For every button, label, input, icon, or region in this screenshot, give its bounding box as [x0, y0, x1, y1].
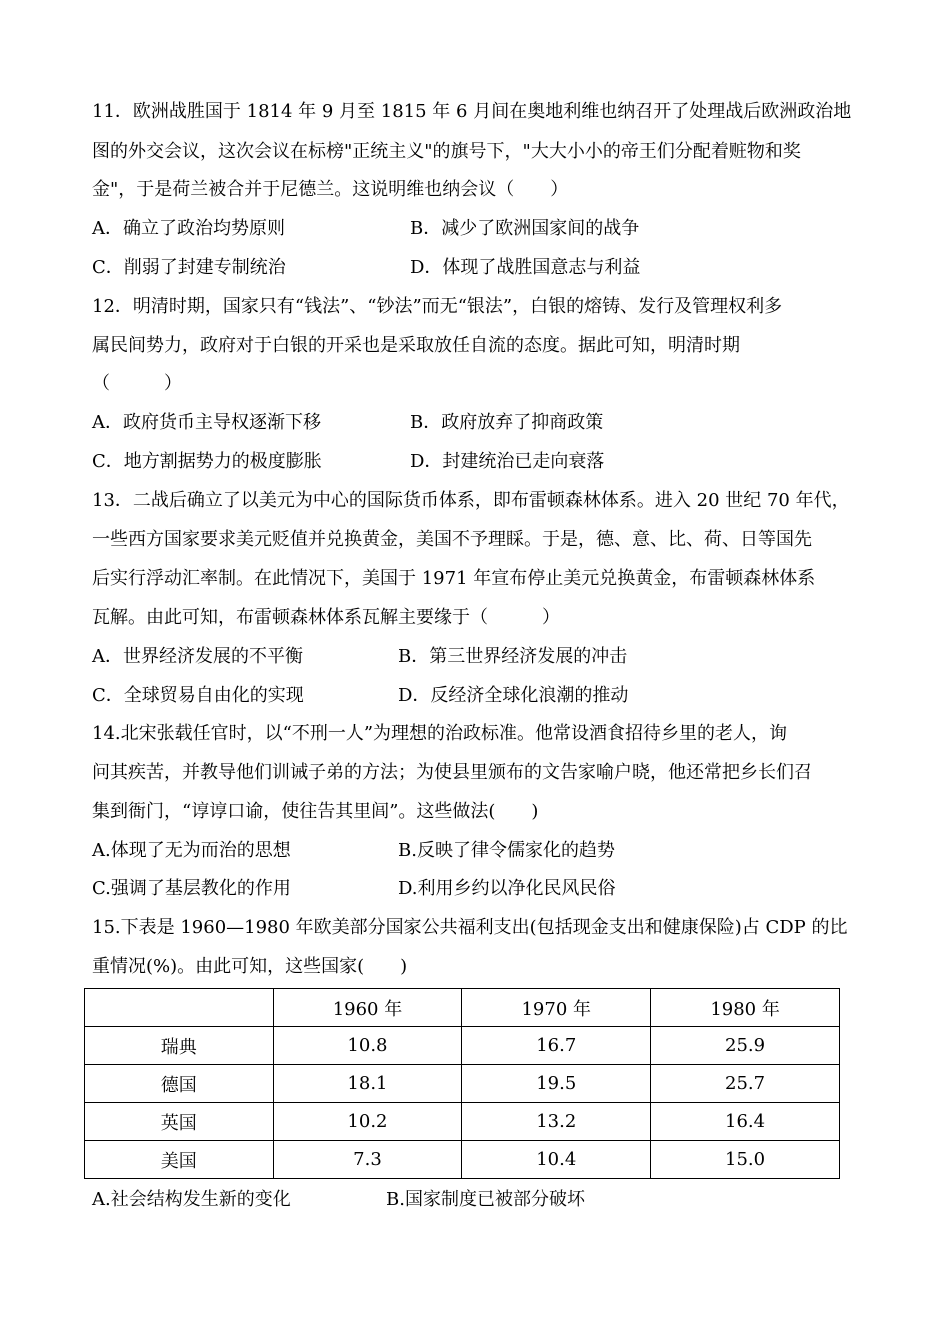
- table-cell: 16.4: [651, 1103, 840, 1141]
- q13-stem-line-3: 后实行浮动汇率制。在此情况下，美国于 1971 年宣布停止美元兑换黄金，布雷顿森林体系: [92, 568, 816, 589]
- q14-stem-line-2: 问其疾苦，并教导他们训诫子弟的方法；为使县里颁布的文告家喻户晓，他还常把乡长们召: [92, 762, 812, 783]
- q15-option-b: B.国家制度已被部分破坏: [386, 1189, 585, 1210]
- q12-stem-line-3: （ ）: [92, 373, 182, 394]
- table-row: [85, 1065, 840, 1103]
- q12-option-d: D．封建统治已走向衰落: [410, 451, 605, 472]
- table-row: [85, 1103, 840, 1141]
- table-header-cell: 1970 年: [462, 989, 651, 1027]
- q11-option-d: D．体现了战胜国意志与利益: [410, 257, 641, 278]
- q13-option-a: A．世界经济发展的不平衡: [92, 646, 303, 667]
- q11-option-a: A．确立了政治均势原则: [92, 218, 285, 239]
- table-cell: 25.9: [651, 1027, 840, 1065]
- table-cell: 10.4: [462, 1141, 651, 1179]
- table-cell: 25.7: [651, 1065, 840, 1103]
- q13-stem-line-4: 瓦解。由此可知，布雷顿森林体系瓦解主要缘于（ ）: [92, 607, 560, 628]
- q14-option-c: C.强调了基层教化的作用: [92, 878, 291, 899]
- q15-option-a: A.社会结构发生新的变化: [92, 1189, 291, 1210]
- table-cell: 10.2: [273, 1103, 462, 1141]
- table-cell: 英国: [85, 1103, 274, 1141]
- q11-stem-line-1: 11．欧洲战胜国于 1814 年 9 月至 1815 年 6 月间在奥地利维也纳召开了处理战后欧洲政治地: [92, 101, 852, 122]
- q11-stem-line-2: 图的外交会议，这次会议在标榜"正统主义"的旗号下，"大大小小的帝王们分配着赃物和奖: [92, 141, 801, 162]
- table-header-cell: 1980 年: [651, 989, 840, 1027]
- q13-option-b: B．第三世界经济发展的冲击: [398, 646, 628, 667]
- table-header-row: [85, 989, 840, 1027]
- table-cell: 美国: [85, 1141, 274, 1179]
- table-row: [85, 1141, 840, 1179]
- q12-stem-line-2: 属民间势力，政府对于白银的开采也是采取放任自流的态度。据此可知，明清时期: [92, 335, 740, 356]
- q13-stem-line-2: 一些西方国家要求美元贬值并兑换黄金，美国不予理睬。于是，德、意、比、荷、日等国先: [92, 529, 812, 550]
- table-header-cell: [85, 989, 274, 1027]
- q12-option-a: A．政府货币主导权逐渐下移: [92, 412, 321, 433]
- welfare-spending-table: [84, 988, 840, 1179]
- q15-stem-line-2: 重情况(%)。由此可知，这些国家( ): [92, 956, 408, 977]
- q14-option-a: A.体现了无为而治的思想: [92, 840, 291, 861]
- q14-stem-line-3: 集到衙门，“谆谆口谕，使往告其里闾”。这些做法( ): [92, 801, 539, 822]
- table-header-cell: 1960 年: [273, 989, 462, 1027]
- q11-option-b: B．减少了欧洲国家间的战争: [410, 218, 640, 239]
- table-cell: 13.2: [462, 1103, 651, 1141]
- q15-stem-line-1: 15.下表是 1960—1980 年欧美部分国家公共福利支出(包括现金支出和健康保险)占 CDP 的比: [92, 917, 848, 938]
- q11-option-c: C．削弱了封建专制统治: [92, 257, 286, 278]
- table-cell: 瑞典: [85, 1027, 274, 1065]
- q13-option-d: D．反经济全球化浪潮的推动: [398, 685, 629, 706]
- q12-option-c: C．地方割据势力的极度膨胀: [92, 451, 322, 472]
- table-cell: 19.5: [462, 1065, 651, 1103]
- q13-stem-line-1: 13．二战后确立了以美元为中心的国际货币体系，即布雷顿森林体系。进入 20 世纪 70 年代，: [92, 490, 850, 511]
- q13-option-c: C．全球贸易自由化的实现: [92, 685, 304, 706]
- q12-stem-line-1: 12．明清时期，国家只有“钱法”、“钞法”而无“银法”，白银的熔铸、发行及管理权利多: [92, 296, 783, 317]
- table-cell: 7.3: [273, 1141, 462, 1179]
- table-row: [85, 1027, 840, 1065]
- q14-option-b: B.反映了律令儒家化的趋势: [398, 840, 615, 861]
- table-cell: 10.8: [273, 1027, 462, 1065]
- q12-option-b: B．政府放弃了抑商政策: [410, 412, 604, 433]
- q14-option-d: D.利用乡约以净化民风民俗: [398, 878, 616, 899]
- table-cell: 16.7: [462, 1027, 651, 1065]
- table-cell: 18.1: [273, 1065, 462, 1103]
- table-cell: 15.0: [651, 1141, 840, 1179]
- q11-stem-line-3: 金"，于是荷兰被合并于尼德兰。这说明维也纳会议（ ）: [92, 179, 569, 200]
- q14-stem-line-1: 14.北宋张载任官时，以“不刑一人”为理想的治政标准。他常设酒食招待乡里的老人，询: [92, 723, 788, 744]
- table-cell: 德国: [85, 1065, 274, 1103]
